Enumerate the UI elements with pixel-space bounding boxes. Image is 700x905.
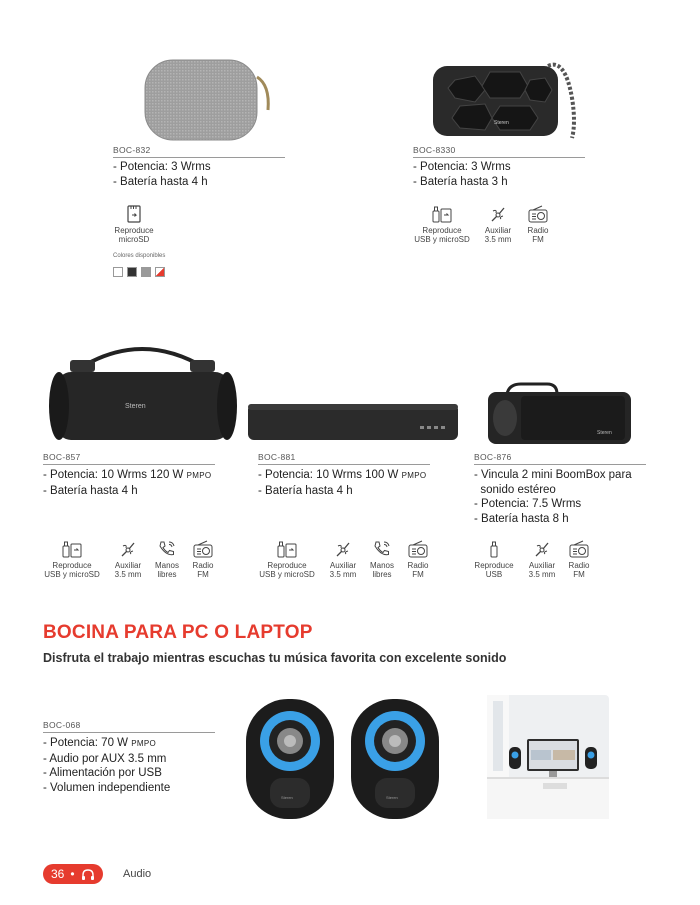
feature-label: Auxiliar xyxy=(484,226,512,235)
pmpo-label: PMPO xyxy=(186,471,212,480)
product-specs-boc-068 xyxy=(43,736,170,795)
feature-label: USB y microSD xyxy=(259,570,315,579)
svg-text:Steren: Steren xyxy=(597,430,612,436)
spec-line: - Batería hasta 4 h xyxy=(258,484,353,497)
aux-cable-icon xyxy=(489,205,507,223)
aux-cable-icon xyxy=(119,540,137,558)
feature-label: Radio xyxy=(192,561,214,570)
page-number-badge xyxy=(43,864,103,884)
feature-label: 3.5 mm xyxy=(484,235,512,244)
feature-label: Radio xyxy=(568,561,590,570)
feature-label: FM xyxy=(197,570,209,579)
boc-068-pc-speakers-image xyxy=(243,696,443,822)
feature-aux xyxy=(480,205,516,244)
feature-label: FM xyxy=(412,570,424,579)
spec-line: - Alimentación por USB xyxy=(43,767,162,779)
feature-aux xyxy=(524,540,560,579)
color-swatches xyxy=(113,264,169,282)
feature-label: 3.5 mm xyxy=(329,570,357,579)
feature-label: USB y microSD xyxy=(44,570,100,579)
feature-label: USB xyxy=(485,570,503,579)
desk-lifestyle-photo xyxy=(487,695,609,819)
svg-text:Steren: Steren xyxy=(494,120,509,126)
spec-text: - Potencia: 70 W xyxy=(43,737,129,749)
feature-label: Reproduce xyxy=(474,561,514,570)
section-title: BOCINA PARA PC O LAPTOP xyxy=(43,622,313,643)
feature-label: Auxiliar xyxy=(528,561,556,570)
feature-label: FM xyxy=(532,235,544,244)
radio-icon xyxy=(408,540,428,558)
feature-label: Manos xyxy=(369,561,394,570)
spec-line: - Potencia: 7.5 Wrms xyxy=(474,498,582,510)
feature-label: 3.5 mm xyxy=(114,570,142,579)
product-specs-boc-832 xyxy=(113,160,211,189)
divider xyxy=(258,464,430,465)
spec-line: - Volumen independiente xyxy=(43,781,171,794)
product-specs-boc-857 xyxy=(43,468,211,498)
product-code-boc-876: BOC-876 xyxy=(474,452,512,462)
boc-876-boombox-image xyxy=(485,380,635,448)
radio-icon xyxy=(193,540,213,558)
feature-aux xyxy=(110,540,146,579)
spec-line: - Batería hasta 4 h xyxy=(43,484,138,497)
spec-line: - Potencia: 3 Wrms xyxy=(113,161,211,173)
feature-label: Reproduce xyxy=(52,561,92,570)
spec-text: - Potencia: 10 Wrms 120 W xyxy=(43,469,184,481)
color-swatch-red xyxy=(155,267,165,277)
feature-label: Reproduce xyxy=(422,226,462,235)
pmpo-label: PMPO xyxy=(401,471,427,480)
colors-label: Colores disponibles xyxy=(113,253,166,259)
feature-label: Radio xyxy=(407,561,429,570)
feature-label: USB y microSD xyxy=(414,235,470,244)
usb-microsd-icon xyxy=(431,205,453,223)
boc-8330-speaker-image xyxy=(430,58,580,148)
spec-line: - Batería hasta 4 h xyxy=(113,175,208,188)
spec-line xyxy=(258,468,426,484)
aux-cable-icon xyxy=(334,540,352,558)
phone-icon xyxy=(372,540,392,558)
divider xyxy=(474,464,646,465)
footer-category: Audio xyxy=(123,868,152,880)
product-code-boc-8330: BOC-8330 xyxy=(413,145,456,155)
product-specs-boc-881 xyxy=(258,468,426,498)
spec-line: - Batería hasta 8 h xyxy=(474,512,569,525)
color-swatch-white xyxy=(113,267,123,277)
feature-label: FM xyxy=(573,570,585,579)
spec-line: - Audio por AUX 3.5 mm xyxy=(43,752,167,765)
feature-usb-microsd xyxy=(410,205,474,244)
page-number: 36 xyxy=(51,867,65,881)
product-code-boc-068: BOC-068 xyxy=(43,720,81,730)
feature-radio xyxy=(563,540,595,579)
boc-832-speaker-image xyxy=(140,55,280,145)
usb-microsd-icon xyxy=(61,540,83,558)
feature-label: Reproduce xyxy=(114,226,154,235)
aux-cable-icon xyxy=(533,540,551,558)
feature-radio xyxy=(187,540,219,579)
spec-text: - Potencia: 10 Wrms 100 W xyxy=(258,469,399,481)
spec-line: - Batería hasta 3 h xyxy=(413,175,508,188)
svg-text:Steren: Steren xyxy=(386,795,398,800)
feature-usb-microsd xyxy=(40,540,104,579)
spec-line: - Potencia: 3 Wrms xyxy=(413,161,511,173)
product-specs-boc-876 xyxy=(474,468,632,526)
color-swatch-gray xyxy=(141,267,151,277)
feature-label: Auxiliar xyxy=(329,561,357,570)
boc-881-soundbar-image xyxy=(245,400,460,445)
radio-icon xyxy=(569,540,589,558)
headphones-icon xyxy=(81,868,95,881)
divider xyxy=(113,157,285,158)
product-specs-boc-8330 xyxy=(413,160,511,189)
phone-icon xyxy=(157,540,177,558)
feature-label: Auxiliar xyxy=(114,561,142,570)
feature-aux xyxy=(325,540,361,579)
spec-line xyxy=(43,736,170,752)
svg-text:Steren: Steren xyxy=(125,403,146,410)
usb-microsd-icon xyxy=(276,540,298,558)
feature-usb xyxy=(470,540,518,579)
color-swatch-black xyxy=(127,267,137,277)
spec-line: sonido estéreo xyxy=(474,483,556,496)
section-subtitle: Disfruta el trabajo mientras escuchas tu música favorita con excelente sonido xyxy=(43,651,507,665)
feature-label: 3.5 mm xyxy=(528,570,556,579)
feature-microsd xyxy=(110,205,158,244)
usb-icon xyxy=(487,540,501,558)
radio-icon xyxy=(528,205,548,223)
pmpo-label: PMPO xyxy=(131,739,156,748)
feature-label: libres xyxy=(372,570,392,579)
spec-line: - Vincula 2 mini BoomBox para xyxy=(474,469,632,481)
bullet-separator: • xyxy=(70,867,75,881)
feature-label: microSD xyxy=(118,235,150,244)
product-code-boc-881: BOC-881 xyxy=(258,452,296,462)
product-code-boc-857: BOC-857 xyxy=(43,452,81,462)
divider xyxy=(413,157,585,158)
feature-radio xyxy=(522,205,554,244)
spec-line xyxy=(43,468,211,484)
divider xyxy=(43,732,215,733)
boc-857-speaker-image xyxy=(45,330,240,445)
feature-label: Manos xyxy=(154,561,179,570)
feature-label: libres xyxy=(157,570,177,579)
feature-usb-microsd xyxy=(255,540,319,579)
feature-label: Reproduce xyxy=(267,561,307,570)
product-code-boc-832: BOC-832 xyxy=(113,145,151,155)
svg-text:Steren: Steren xyxy=(281,795,293,800)
feature-hands-free xyxy=(365,540,399,579)
feature-hands-free xyxy=(150,540,184,579)
feature-label: Radio xyxy=(527,226,549,235)
feature-radio xyxy=(402,540,434,579)
microsd-icon xyxy=(125,205,143,223)
divider xyxy=(43,464,215,465)
